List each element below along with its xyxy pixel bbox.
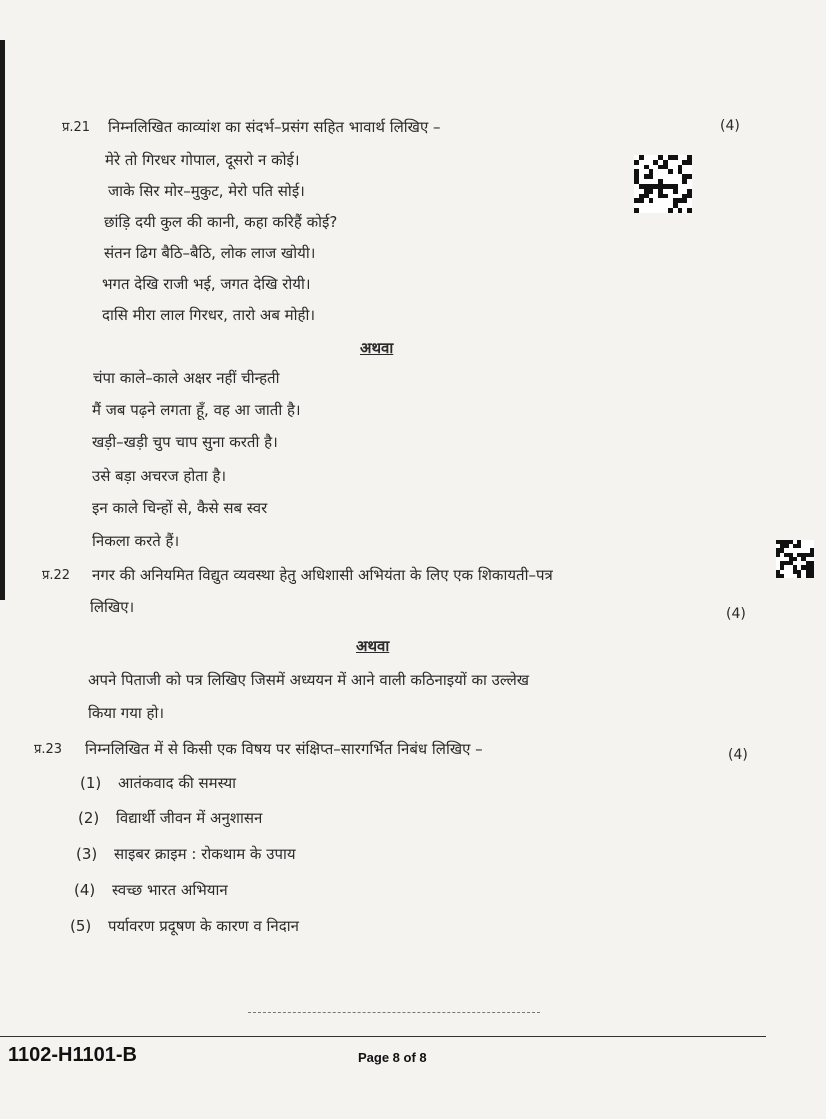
q23-option-number: (3) [76,845,98,863]
q21-poem-line: मेरे तो गिरधर गोपाल, दूसरो न कोई। [105,151,300,169]
q21-poem-line: संतन ढिग बैठि–बैठि, लोक लाज खोयी। [104,244,316,262]
q23-option-number: (2) [78,809,100,827]
qr-code-large-icon [634,155,692,213]
footer-divider [0,1036,766,1037]
q21-alt-poem-line: निकला करते हैं। [92,532,180,550]
q21-poem-line: जाके सिर मोर–मुकुट, मेरो पति सोई। [108,182,305,200]
q21-prompt: निम्नलिखित काव्यांश का संदर्भ–प्रसंग सहित भावार्थ लिखिए – [108,118,441,136]
q21-alt-poem-line: चंपा काले–काले अक्षर नहीं चीन्हती [93,369,280,387]
q21-or-label: अथवा [360,339,394,357]
q23-option-text: साइबर क्राइम : रोकथाम के उपाय [114,845,296,863]
q23-option-text: विद्यार्थी जीवन में अनुशासन [116,809,263,827]
q23-option-number: (4) [74,881,96,899]
page-number: Page 8 of 8 [358,1050,427,1065]
q23-option-text: पर्यावरण प्रदूषण के कारण व निदान [108,917,299,935]
q22-alt-line1: अपने पिताजी को पत्र लिखिए जिसमें अध्ययन में आने वाली कठिनाइयों का उल्लेख [88,671,530,689]
q23-option-number: (5) [70,917,92,935]
q21-alt-poem-line: मैं जब पढ़ने लगता हूँ, वह आ जाती है। [92,401,301,419]
q22-prompt-line1: नगर की अनियमित विद्युत व्यवस्था हेतु अधिशासी अभियंता के लिए एक शिकायती–पत्र [92,566,553,584]
q21-poem-line: दासि मीरा लाल गिरधर, तारो अब मोही। [102,306,316,324]
scan-edge [0,40,5,600]
q23-option [70,916,299,936]
end-divider [248,1012,540,1013]
q22-prompt-line2: लिखिए। [90,598,135,616]
q23-option [76,844,296,864]
q22-number: प्र.22 [42,568,71,583]
q21-marks: (4) [720,118,740,134]
q23-option [78,808,262,828]
paper-code: 1102-H1101-B [8,1044,137,1066]
q21-alt-poem-line: खड़ी–खड़ी चुप चाप सुना करती है। [92,433,278,451]
q23-marks: (4) [728,747,748,763]
q23-prompt: निम्नलिखित में से किसी एक विषय पर संक्षिप्त–सारगर्भित निबंध लिखिए – [85,740,483,758]
q23-option-number: (1) [80,774,102,792]
qr-code-small-icon [776,540,814,578]
q21-poem-line: छांड़ि दयी कुल की कानी, कहा करिहैं कोई? [104,213,338,231]
q22-marks: (4) [726,606,746,622]
q21-number: प्र.21 [62,120,91,135]
q23-number: प्र.23 [34,742,63,757]
q23-option-text: स्वच्छ भारत अभियान [112,881,228,899]
q23-option [80,773,236,793]
q21-alt-poem-line: इन काले चिन्हों से, कैसे सब स्वर [92,499,268,517]
q22-alt-line2: किया गया हो। [88,704,165,722]
q21-alt-poem-line: उसे बड़ा अचरज होता है। [92,467,227,485]
q21-poem-line: भगत देखि राजी भई, जगत देखि रोयी। [102,275,311,293]
q23-option [74,880,228,900]
q23-option-text: आतंकवाद की समस्या [118,774,237,792]
q22-or-label: अथवा [356,637,390,655]
